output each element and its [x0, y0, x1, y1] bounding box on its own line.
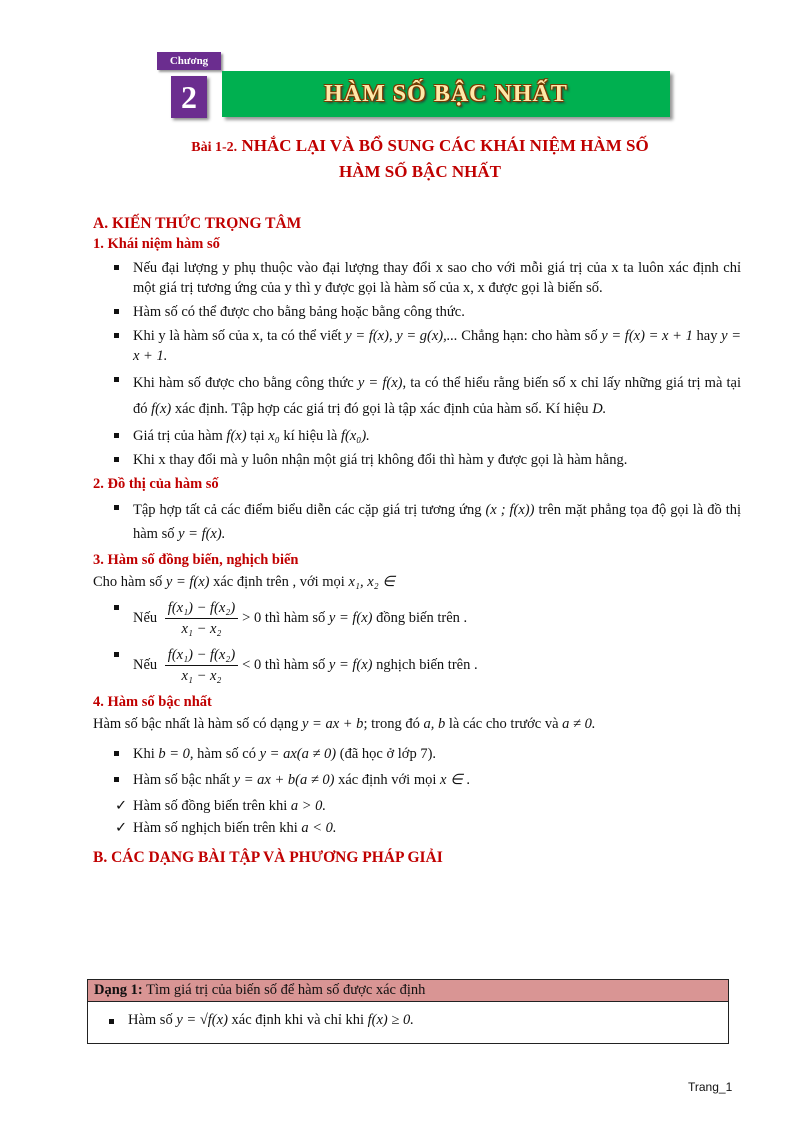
text: (đã học ở lớp 7).: [339, 746, 437, 762]
fraction: [165, 598, 238, 639]
lesson-title-2: HÀM SỐ BẬC NHẤT: [339, 162, 501, 181]
math: D.: [592, 401, 607, 417]
text: , hàm số có: [189, 746, 256, 762]
text: xác định. Tập hợp các giá trị đó gọi là tập xác định của hàm số. Kí hiệu: [174, 401, 589, 417]
text: , với mọi: [292, 574, 345, 590]
text: xác định với mọi: [338, 772, 437, 788]
math: f(x₀).: [341, 428, 370, 444]
subsection-1-title: 1. Khái niệm hàm số: [93, 236, 220, 252]
subsection-3-list: [93, 598, 741, 686]
math: y = ax + b: [301, 716, 364, 732]
fraction-denominator: x₁ − x₂: [181, 668, 222, 684]
text: Khi hàm số được cho bằng công thức: [133, 375, 354, 391]
list-item: [93, 744, 741, 764]
math: y = f(x) = x + 1: [601, 328, 693, 344]
text: trên mặt phẳng tọa độ gọi là đồ thị hàm số: [133, 502, 741, 542]
fraction: [165, 645, 238, 686]
math: > 0: [242, 609, 262, 626]
math: y = f(x).: [178, 526, 226, 542]
text: Hàm số bậc nhất: [133, 772, 231, 788]
list-item: Hàm số bậc nhất y = ax + b(a ≠ 0) xác định với mọi x ∈ .: [93, 770, 741, 790]
text: Tập hợp tất cả các điểm biểu diễn các cặp giá trị tương ứng: [133, 502, 482, 518]
math: f(x): [226, 428, 247, 444]
math: y = f(x): [328, 609, 373, 626]
list-item: [93, 450, 741, 470]
text: khi: [279, 820, 298, 836]
lesson-title-line-1: [90, 136, 750, 156]
math: f(x) ≥ 0.: [367, 1012, 414, 1028]
text: Hàm số bậc nhất là hàm số có dạng: [93, 716, 299, 732]
form-1-body: [88, 1002, 728, 1043]
text: hay: [696, 328, 718, 344]
math: a, b: [423, 716, 446, 732]
chapter-label: Chương: [157, 52, 221, 70]
text: ; trong đó: [363, 716, 420, 732]
check-item: [93, 796, 741, 816]
math: x₀: [268, 428, 280, 444]
list-item: [93, 258, 741, 298]
math: y = x + 1.: [133, 328, 742, 364]
text: Khi x thay đổi mà y luôn nhận một giá trị không đổi thì hàm y được gọi là hàm hằng.: [133, 452, 628, 468]
text: Hàm số đồng biến trên: [133, 798, 266, 814]
math: y = ax(a ≠ 0): [259, 746, 337, 762]
math: y = f(x): [165, 574, 210, 590]
text: là các cho trước và: [448, 716, 559, 732]
subsection-4-title: 4. Hàm số bậc nhất: [93, 694, 212, 710]
check-icon: ✓: [115, 798, 128, 814]
chapter-number: 2: [171, 76, 207, 118]
math: x ∈: [440, 772, 463, 788]
fraction-denominator: x₁ − x₂: [181, 621, 222, 637]
subsection-3-title: 3. Hàm số đồng biến, nghịch biến: [93, 552, 299, 568]
math: a < 0.: [301, 820, 337, 836]
check-icon: ✓: [115, 820, 128, 836]
math: y = f(x): [328, 656, 373, 673]
list-item: Nếu $\frac{\text{f(x₁) − f(x₂)}}{\text{x₁ − x₂}}$ < 0 thì hàm số y = f(x) nghịch biến trên .: [93, 645, 741, 686]
text: nghịch biến trên: [376, 656, 471, 673]
math: b = 0: [158, 746, 190, 762]
text: xác định khi và chỉ khi: [231, 1012, 365, 1028]
text: thì hàm số: [264, 656, 326, 673]
form-1-box: [87, 979, 729, 1044]
text: xác định trên: [213, 574, 289, 590]
math: a > 0.: [290, 798, 327, 814]
lesson-prefix: Bài 1-2.: [191, 140, 238, 155]
text: đồng biến trên: [376, 609, 460, 626]
text: Hàm số có thể được cho bằng bảng hoặc bằng công thức.: [133, 304, 465, 320]
subsection-4-list: [93, 744, 741, 790]
text: Khi y là hàm số của x, ta có thể viết: [133, 328, 342, 344]
math: x₁, x₂ ∈: [348, 574, 395, 590]
text: , ta có thể hiểu rằng biến số x chỉ lấy những giá trị mà tại đó: [133, 375, 742, 417]
subsection-4-intro: [93, 714, 741, 734]
subsection-1-list: [93, 258, 741, 470]
chapter-title: HÀM SỐ BẬC NHẤT: [324, 81, 568, 107]
list-item: [93, 498, 741, 546]
text: Giá trị của hàm: [133, 428, 223, 444]
form-1-label: Dạng 1:: [94, 982, 143, 998]
math: y = √f(x): [176, 1012, 228, 1028]
section-b-title: B. CÁC DẠNG BÀI TẬP VÀ PHƯƠNG PHÁP GIẢI: [93, 849, 443, 866]
text: Nếu: [133, 656, 158, 673]
text: khi: [268, 798, 288, 814]
list-item: [93, 326, 741, 366]
text: Nếu: [133, 609, 158, 626]
subsection-3-intro: [93, 572, 741, 592]
form-1-header: [88, 980, 728, 1002]
fraction-numerator: f(x₁) − f(x₂): [165, 645, 238, 666]
page-number: Trang_1: [688, 1080, 733, 1094]
section-a-title: A. KIẾN THỨC TRỌNG TÂM: [93, 215, 302, 232]
list-item: [93, 426, 741, 446]
math: < 0: [242, 656, 262, 673]
check-item: [93, 818, 741, 838]
math: y = f(x), y = g(x),...: [345, 328, 458, 344]
math: f(x): [151, 401, 172, 417]
subsection-4-checklist: [93, 796, 741, 838]
subsection-2-list: [93, 498, 741, 546]
list-item: Nếu $\frac{\text{f(x₁) − f(x₂)}}{\text{x₁ − x₂}}$ > 0 thì hàm số y = f(x) đồng biến trên .: [93, 598, 741, 639]
list-item: [88, 1012, 722, 1029]
text: Nếu đại lượng y phụ thuộc vào đại lượng thay đổi x sao cho với mỗi giá trị của x ta luôn xác định chỉ một giá trị tương ứng của y thì y được gọi là hàm số của x, x được gọi là biến số.: [133, 260, 741, 296]
math: y = f(x): [357, 375, 403, 391]
fraction-numerator: f(x₁) − f(x₂): [165, 598, 238, 619]
lesson-title-1: NHẮC LẠI VÀ BỔ SUNG CÁC KHÁI NIỆM HÀM SỐ: [241, 136, 649, 155]
form-1-list: [88, 1012, 722, 1029]
form-1-text: Tìm giá trị của biến số để hàm số được xác định: [146, 982, 426, 998]
text: Hàm số nghịch biến trên: [133, 820, 276, 836]
math: (x ; f(x)): [485, 502, 535, 518]
list-item: [93, 302, 741, 322]
math: a ≠ 0.: [562, 716, 596, 732]
list-item: [93, 370, 741, 422]
text: Cho hàm số: [93, 574, 163, 590]
main-content: [93, 214, 741, 868]
text: Hàm số: [128, 1012, 173, 1028]
text: Khi: [133, 746, 155, 762]
text: Chẳng hạn: cho hàm số: [461, 328, 598, 344]
subsection-2-title: 2. Đồ thị của hàm số: [93, 476, 219, 492]
math: y = ax + b(a ≠ 0): [233, 772, 335, 788]
text: thì hàm số: [264, 609, 326, 626]
text: kí hiệu là: [283, 428, 338, 444]
text: tại: [250, 428, 265, 444]
